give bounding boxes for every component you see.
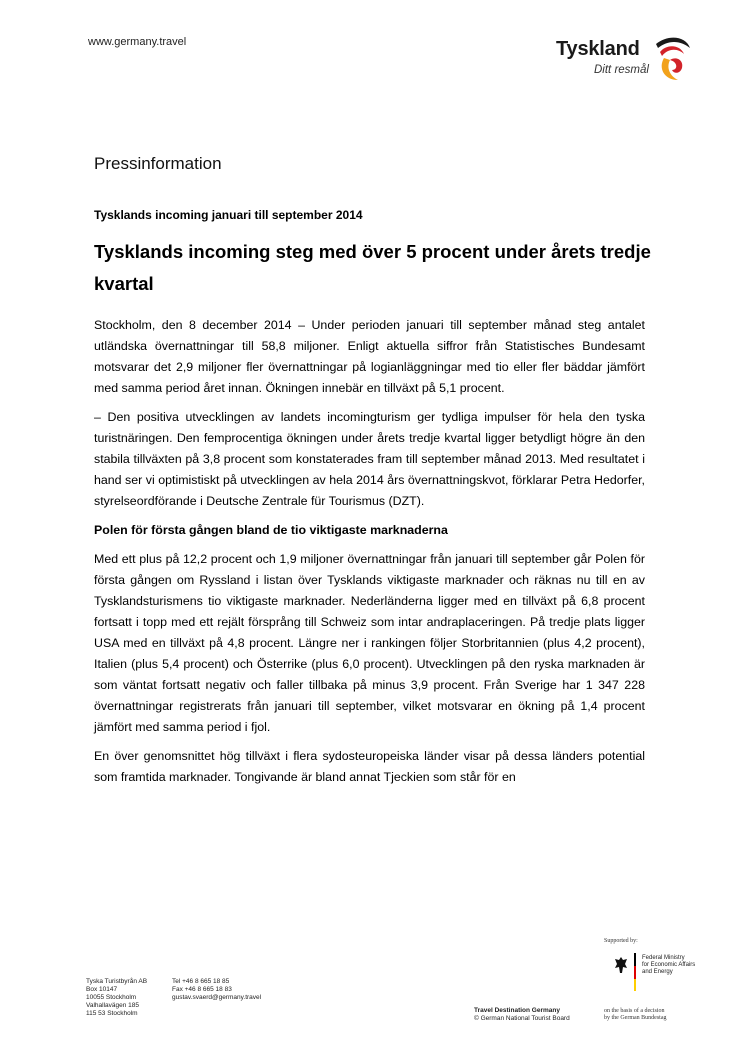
eagle-icon [614, 956, 628, 974]
footer-contact [172, 978, 261, 1002]
phone: Tel +46 8 665 18 85 [172, 978, 230, 985]
ministry-label [642, 955, 695, 976]
section-heading: Polen för första gången bland de tio viktigaste marknaderna [94, 523, 448, 537]
subheading: Tysklands incoming januari till september 2014 [94, 208, 363, 222]
tdg-block [474, 1007, 570, 1023]
ministry-line: for Economic Affairs [642, 962, 696, 968]
address-line: Valhallavägen 185 [86, 1002, 140, 1009]
tyskland-logo [556, 36, 696, 92]
address-line: Tyska Turistbyrån AB [86, 978, 148, 985]
paragraph: En över genomsnittet hög tillväxt i flera sydosteuropeiska länder visar på dessa länders potential som framtida marknader. Tongivande är bland annat Tjeckien som står för en [94, 749, 645, 784]
ministry-line: and Energy [642, 969, 673, 975]
logo-title: Tyskland [556, 38, 640, 60]
body-text [94, 315, 645, 796]
logo-subtitle: Ditt resmål [594, 64, 649, 76]
website-url: www.germany.travel [88, 36, 187, 48]
paragraph: Med ett plus på 12,2 procent och 1,9 miljoner övernattningar från januari till september går Polen för första gången om Ryssland i listan över Tysklands viktigaste marknader och räknas nu till en av Tysklandsturismens tio viktigaste marknader. Nederländerna ligger med en tillväxt på 6,8 procent fortsatt i topp med ett rejält försprång till Schweiz som intar andraplaceringen. På tredje plats ligger USA med en tillväxt på 4,8 procent. Längre ner i rankingen följer Storbritannien (plus 4,2 procent), Italien (plus 5,4 procent) och Österrike (plus 6,0 procent). Utvecklingen på den ryska marknaden är som väntat fortsatt negativ och faller tillbaka på minus 3,9 procent. Från Sverige har 1 347 228 övernattningar registrerats från januari till september, vilket motsvarar en ökning på 1,4 procent jämfört med samma period i fjol. [94, 552, 645, 734]
address-line: Box 10147 [86, 986, 118, 993]
paragraph: Stockholm, den 8 december 2014 – Under perioden januari till september månad steg antalet utländska övernattningar till 58,8 miljoner. Enligt aktuella siffror från Statistisches Bundesamt motsvarar det 2,9 miljoner fler övernattningar på logianläggningar med tio eller fler bäddar jämfört med samma period året innan. Ökningen innebär en tillväxt på 5,1 procent. [94, 318, 645, 395]
paragraph: – Den positiva utvecklingen av landets incomingturism ger tydliga impulser för hela den tyska turistnäringen. Den femprocentiga ökningen under årets tredje kvartal ligger betydligt högre än den stabila tillväxten på 3,8 procent som konstaterades fram till september månad 2013. Med resultatet i hand ser vi optimistiskt på utvecklingen av hela 2014 års övernattningskvot, förklarar Petra Hedorfer, styrelseordförande i Deutsche Zentrale für Tourismus (DZT). [94, 410, 645, 508]
basis-line: by the German Bundestag [604, 1015, 667, 1021]
bundestag-basis [604, 1008, 666, 1022]
tdg-title: Travel Destination Germany [474, 1007, 560, 1014]
german-flag-bar [632, 953, 638, 991]
tdg-subtitle: © German National Tourist Board [474, 1015, 570, 1022]
email: gustav.svaerd@germany.travel [172, 994, 262, 1001]
ministry-line: Federal Ministry [642, 955, 685, 961]
address-line: 10055 Stockholm [86, 994, 137, 1001]
fax: Fax +46 8 665 18 83 [172, 986, 232, 993]
footer-address [86, 978, 147, 1018]
headline: Tysklands incoming steg med över 5 procent under årets tredje kvartal [94, 241, 651, 294]
address-line: 115 53 Stockholm [86, 1010, 138, 1017]
swirl-icon [650, 34, 694, 82]
document-type: Pressinformation [94, 154, 222, 173]
basis-line: on the basis of a decision [604, 1008, 665, 1014]
supported-by-label: Supported by: [604, 938, 638, 944]
